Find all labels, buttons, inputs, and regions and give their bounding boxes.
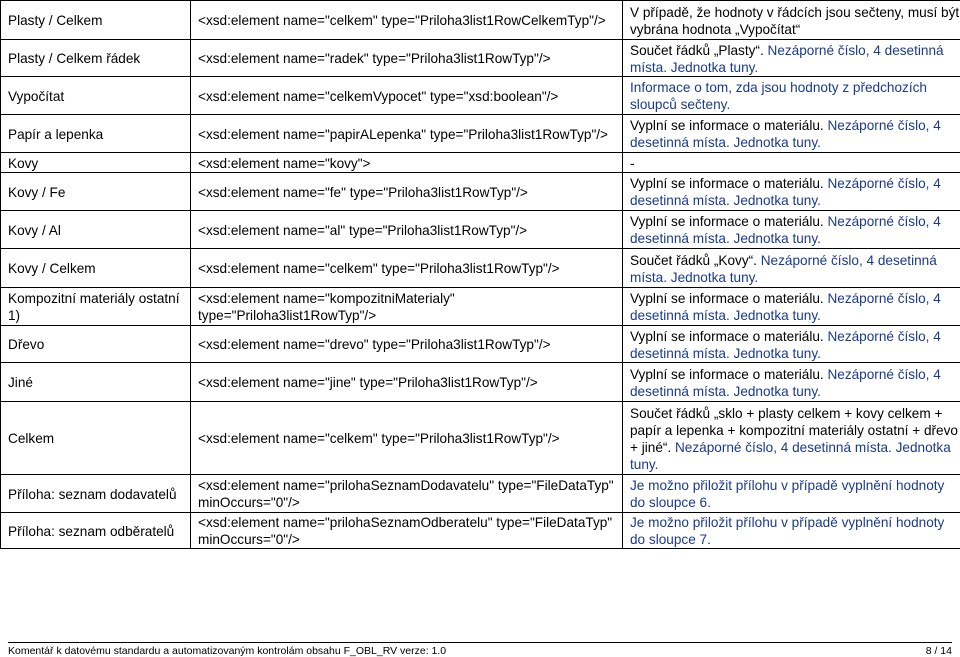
desc-detail: Nezáporné číslo, 4 desetinná místa. Jednotka tuny. [630,42,944,75]
page-footer [8,642,952,657]
desc-detail: Informace o tom, zda jsou hodnoty z předchozích sloupců sečteny. [630,80,927,112]
desc-detail: Nezáporné číslo, 4 desetinná místa. Jednotka tuny. [630,328,941,361]
table-row [1,153,960,173]
row-name: Kovy / Celkem [1,249,191,288]
desc-detail: Nezáporné číslo, 4 desetinná místa. Jednotka tuny. [630,252,937,285]
footer-text: Komentář k datovému standardu a automatizovaným kontrolám obsahu F_OBL_RV verze: 1.0 [8,645,447,657]
desc-text: Vyplní se informace o materiálu. [630,291,824,306]
desc-text: Součet řádků „Plasty“. [630,42,764,58]
row-element: <xsd:element name="kovy"> [191,153,623,173]
row-description [623,211,960,249]
table-row [1,211,960,249]
row-name: Příloha: seznam dodavatelů [1,475,191,513]
row-description [623,513,960,549]
row-description [623,402,960,475]
row-name: Vypočítat [1,77,191,115]
row-element: <xsd:element name="celkem" type="Priloha3list1RowTyp"/> [191,402,623,475]
table-row [1,115,960,153]
table-row [1,475,960,513]
desc-text: Vyplní se informace o materiálu. [630,366,824,382]
table-row [1,363,960,402]
row-name: Plasty / Celkem [1,1,191,40]
row-name: Kovy [1,153,191,173]
table-row [1,173,960,211]
row-name: Kovy / Al [1,211,191,249]
row-element: <xsd:element name="radek" type="Priloha3list1RowTyp"/> [191,40,623,77]
table-row [1,1,960,40]
row-name: Kovy / Fe [1,173,191,211]
row-element: <xsd:element name="drevo" type="Priloha3list1RowTyp"/> [191,326,623,363]
row-element: <xsd:element name="prilohaSeznamOdberatelu" type="FileDataTyp" minOccurs="0"/> [191,513,623,549]
row-description [623,249,960,288]
desc-detail: Nezáporné číslo, 4 desetinná místa. Jednotka tuny. [630,366,941,399]
desc-text: Vyplní se informace o materiálu. [630,118,824,133]
row-description [623,77,960,115]
row-element: <xsd:element name="jine" type="Priloha3list1RowTyp"/> [191,363,623,402]
desc-detail: Je možno přiložit přílohu v případě vyplnění hodnoty do sloupce 6. [630,478,945,510]
row-description [623,475,960,513]
desc-text: Vyplní se informace o materiálu. [630,328,824,344]
row-element: <xsd:element name="kompozitniMaterialy" type="Priloha3list1RowTyp"/> [191,288,623,326]
row-name: Plasty / Celkem řádek [1,40,191,77]
desc-detail: Nezáporné číslo, 4 desetinná místa. Jednotka tuny. [630,214,941,246]
desc-detail: Je možno přiložit přílohu v případě vyplnění hodnoty do sloupce 7. [630,515,945,547]
row-name: Kompozitní materiály ostatní 1) [1,288,191,326]
row-description [623,173,960,211]
row-element: <xsd:element name="celkem" type="Priloha3list1RowTyp"/> [191,249,623,288]
desc-text: Vyplní se informace o materiálu. [630,176,824,191]
table-row [1,513,960,549]
desc-detail: Nezáporné číslo, 4 desetinná místa. Jednotka tuny. [630,176,941,208]
table-row [1,40,960,77]
row-element: <xsd:element name="celkemVypocet" type="xsd:boolean"/> [191,77,623,115]
row-name: Papír a lepenka [1,115,191,153]
row-name: Jiné [1,363,191,402]
row-element: <xsd:element name="fe" type="Priloha3list1RowTyp"/> [191,173,623,211]
row-description [623,363,960,402]
row-description [623,40,960,77]
row-description [623,288,960,326]
row-description [623,1,960,40]
desc-text: - [630,155,635,171]
table-row [1,77,960,115]
row-element: <xsd:element name="papirALepenka" type="Priloha3list1RowTyp"/> [191,115,623,153]
table-row [1,326,960,363]
desc-detail: Nezáporné číslo, 4 desetinná místa. Jednotka tuny. [630,439,951,472]
row-name: Příloha: seznam odběratelů [1,513,191,549]
row-element: <xsd:element name="prilohaSeznamDodavatelu" type="FileDataTyp" minOccurs="0"/> [191,475,623,513]
row-description [623,326,960,363]
desc-text: Součet řádků „Kovy“. [630,252,757,268]
desc-detail: Nezáporné číslo, 4 desetinná místa. Jednotka tuny. [630,118,941,150]
desc-text: Vyplní se informace o materiálu. [630,214,824,229]
row-description [623,115,960,153]
desc-detail: Nezáporné číslo, 4 desetinná místa. Jednotka tuny. [630,291,941,323]
table-row [1,288,960,326]
row-element: <xsd:element name="al" type="Priloha3list1RowTyp"/> [191,211,623,249]
page-number: 8 / 14 [925,645,952,657]
row-name: Dřevo [1,326,191,363]
table-row [1,249,960,288]
desc-text: Součet řádků „sklo + plasty celkem + kovy celkem + papír a lepenka + kompozitní materiály ostatní + dřevo + jiné“. [630,405,958,455]
table-row [1,402,960,475]
row-name: Celkem [1,402,191,475]
row-element: <xsd:element name="celkem" type="Priloha3list1RowCelkemTyp"/> [191,1,623,40]
row-description [623,153,960,173]
desc-text: V případě, že hodnoty v řádcích jsou sečteny, musí být vybrána hodnota „Vypočítat“ [630,4,960,37]
